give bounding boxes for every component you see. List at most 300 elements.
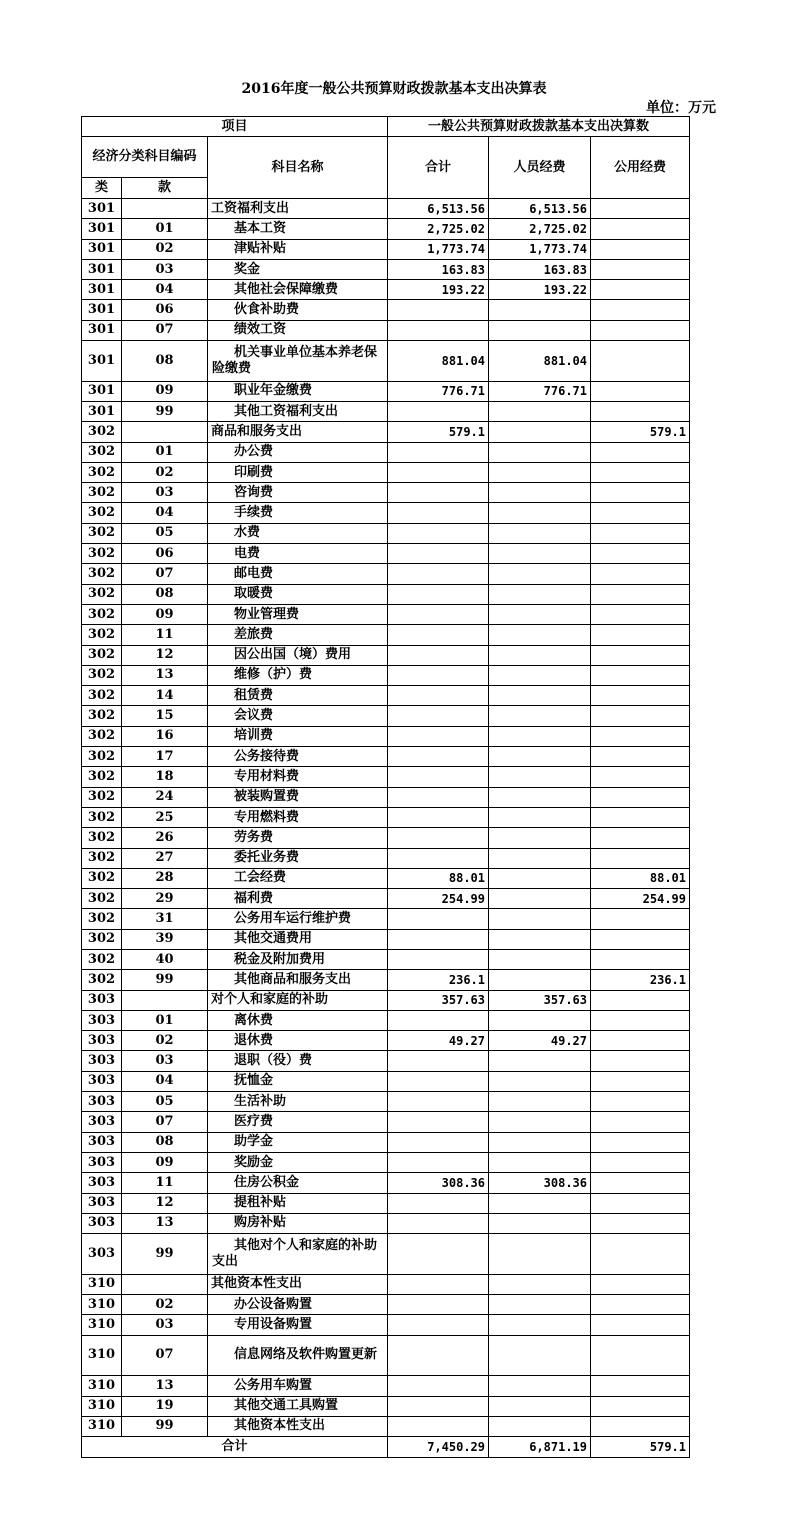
cell-subject-name: 水费 [208, 523, 388, 543]
cell-personnel [489, 848, 591, 868]
cell-subject-name: 其他对个人和家庭的补助支出 [208, 1234, 388, 1275]
cell-total [388, 483, 489, 503]
cell-personnel: 776.71 [489, 381, 591, 401]
cell-kuan: 09 [122, 381, 208, 401]
cell-subject-name: 工会经费 [208, 868, 388, 888]
cell-lei: 302 [82, 807, 122, 827]
table-row [82, 1071, 690, 1091]
totals-row [82, 1437, 690, 1458]
cell-public [591, 1051, 690, 1071]
cell-public [591, 929, 690, 949]
cell-total: 193.22 [388, 280, 489, 300]
cell-public [591, 767, 690, 787]
cell-total: 579.1 [388, 422, 489, 442]
cell-personnel [489, 1010, 591, 1030]
cell-total [388, 564, 489, 584]
cell-lei: 302 [82, 726, 122, 746]
cell-public [591, 219, 690, 239]
cell-subject-name: 奖励金 [208, 1152, 388, 1172]
cell-subject-name: 基本工资 [208, 219, 388, 239]
table-row [82, 584, 690, 604]
cell-subject-name: 专用设备购置 [208, 1315, 388, 1335]
cell-total [388, 1315, 489, 1335]
cell-public [591, 1112, 690, 1132]
table-row [82, 747, 690, 767]
cell-personnel [489, 909, 591, 929]
cell-subject-name: 机关事业单位基本养老保险缴费 [208, 341, 388, 382]
cell-lei: 303 [82, 1051, 122, 1071]
cell-subject-name: 维修（护）费 [208, 665, 388, 685]
cell-lei: 301 [82, 300, 122, 320]
cell-lei: 302 [82, 767, 122, 787]
cell-total [388, 726, 489, 746]
table-row [82, 1213, 690, 1233]
cell-subject-name: 其他交通费用 [208, 929, 388, 949]
table-row [82, 686, 690, 706]
cell-lei: 303 [82, 1010, 122, 1030]
cell-lei: 302 [82, 584, 122, 604]
cell-kuan: 07 [122, 564, 208, 584]
cell-public [591, 280, 690, 300]
cell-kuan: 01 [122, 1010, 208, 1030]
cell-subject-name: 奖金 [208, 259, 388, 279]
cell-kuan: 04 [122, 1071, 208, 1091]
cell-subject-name: 工资福利支出 [208, 199, 388, 219]
table-row [82, 1173, 690, 1193]
cell-lei: 302 [82, 686, 122, 706]
cell-personnel [489, 300, 591, 320]
cell-total [388, 665, 489, 685]
cell-kuan: 03 [122, 483, 208, 503]
cell-public [591, 706, 690, 726]
cell-public [591, 1031, 690, 1051]
cell-subject-name: 手续费 [208, 503, 388, 523]
table-row [82, 1152, 690, 1172]
cell-total: 881.04 [388, 341, 489, 382]
table-row [82, 523, 690, 543]
cell-personnel [489, 1274, 591, 1294]
cell-public [591, 483, 690, 503]
cell-total: 308.36 [388, 1173, 489, 1193]
cell-personnel [489, 1335, 591, 1376]
cell-kuan: 08 [122, 584, 208, 604]
table-row [82, 868, 690, 888]
cell-lei: 302 [82, 442, 122, 462]
cell-personnel [489, 868, 591, 888]
cell-lei: 310 [82, 1416, 122, 1436]
cell-subject-name: 其他社会保障缴费 [208, 280, 388, 300]
cell-kuan [122, 199, 208, 219]
cell-subject-name: 会议费 [208, 706, 388, 726]
cell-personnel [489, 1213, 591, 1233]
cell-public [591, 787, 690, 807]
cell-kuan: 28 [122, 868, 208, 888]
cell-subject-name: 咨询费 [208, 483, 388, 503]
table-row [82, 726, 690, 746]
cell-personnel [489, 767, 591, 787]
cell-lei: 310 [82, 1274, 122, 1294]
cell-personnel [489, 1051, 591, 1071]
cell-lei: 303 [82, 1173, 122, 1193]
cell-kuan: 04 [122, 503, 208, 523]
cell-subject-name: 取暖费 [208, 584, 388, 604]
cell-kuan [122, 1274, 208, 1294]
cell-total [388, 1010, 489, 1030]
cell-personnel [489, 970, 591, 990]
cell-total [388, 706, 489, 726]
unit-label: 单位：万元 [646, 100, 716, 116]
cell-personnel [489, 401, 591, 421]
cell-total [388, 1051, 489, 1071]
cell-public [591, 1315, 690, 1335]
cell-public [591, 1416, 690, 1436]
table-row [82, 1376, 690, 1396]
cell-kuan: 18 [122, 767, 208, 787]
table-row [82, 706, 690, 726]
table-row [82, 341, 690, 382]
cell-subject-name: 助学金 [208, 1132, 388, 1152]
cell-public [591, 1152, 690, 1172]
cell-personnel [489, 1234, 591, 1275]
cell-kuan: 15 [122, 706, 208, 726]
cell-public [591, 401, 690, 421]
cell-public [591, 503, 690, 523]
cell-lei: 310 [82, 1295, 122, 1315]
budget-table [81, 116, 690, 1458]
header-public: 公用经费 [591, 137, 690, 199]
cell-personnel [489, 1092, 591, 1112]
cell-lei: 302 [82, 706, 122, 726]
cell-kuan: 14 [122, 686, 208, 706]
cell-kuan: 03 [122, 1315, 208, 1335]
table-row [82, 483, 690, 503]
table-row [82, 1295, 690, 1315]
cell-personnel: 308.36 [489, 1173, 591, 1193]
cell-total: 6,513.56 [388, 199, 489, 219]
table-row [82, 665, 690, 685]
cell-total [388, 848, 489, 868]
cell-personnel: 1,773.74 [489, 239, 591, 259]
cell-subject-name: 租赁费 [208, 686, 388, 706]
cell-total [388, 1071, 489, 1091]
cell-total [388, 544, 489, 564]
cell-personnel [489, 889, 591, 909]
table-row [82, 300, 690, 320]
cell-lei: 302 [82, 625, 122, 645]
cell-lei: 303 [82, 1152, 122, 1172]
table-row [82, 1092, 690, 1112]
cell-kuan: 09 [122, 604, 208, 624]
cell-subject-name: 津贴补贴 [208, 239, 388, 259]
cell-lei: 301 [82, 320, 122, 340]
cell-subject-name: 医疗费 [208, 1112, 388, 1132]
header-decision-group: 一般公共预算财政拨款基本支出决算数 [388, 117, 690, 137]
cell-total [388, 1193, 489, 1213]
cell-personnel [489, 1315, 591, 1335]
cell-public [591, 544, 690, 564]
table-row [82, 1193, 690, 1213]
table-row [82, 219, 690, 239]
cell-subject-name: 其他商品和服务支出 [208, 970, 388, 990]
cell-kuan: 05 [122, 1092, 208, 1112]
table-row [82, 625, 690, 645]
cell-public [591, 1335, 690, 1376]
header-personnel: 人员经费 [489, 137, 591, 199]
cell-public [591, 625, 690, 645]
cell-lei: 302 [82, 949, 122, 969]
cell-lei: 301 [82, 219, 122, 239]
cell-lei: 301 [82, 341, 122, 382]
table-row [82, 1274, 690, 1294]
cell-kuan: 02 [122, 462, 208, 482]
table-row [82, 259, 690, 279]
cell-subject-name: 其他资本性支出 [208, 1416, 388, 1436]
cell-kuan: 09 [122, 1152, 208, 1172]
cell-subject-name: 物业管理费 [208, 604, 388, 624]
cell-personnel [489, 1132, 591, 1152]
cell-personnel [489, 665, 591, 685]
cell-total [388, 1234, 489, 1275]
cell-total [388, 1132, 489, 1152]
cell-lei: 302 [82, 422, 122, 442]
table-row [82, 401, 690, 421]
cell-lei: 303 [82, 1031, 122, 1051]
cell-kuan: 27 [122, 848, 208, 868]
cell-personnel: 163.83 [489, 259, 591, 279]
cell-subject-name: 伙食补助费 [208, 300, 388, 320]
cell-personnel [489, 1416, 591, 1436]
cell-subject-name: 邮电费 [208, 564, 388, 584]
cell-total [388, 949, 489, 969]
cell-personnel [489, 1295, 591, 1315]
cell-subject-name: 公务接待费 [208, 747, 388, 767]
cell-kuan: 13 [122, 1213, 208, 1233]
cell-total [388, 645, 489, 665]
table-row [82, 767, 690, 787]
table-row [82, 848, 690, 868]
cell-lei: 302 [82, 889, 122, 909]
totals-total: 7,450.29 [388, 1437, 489, 1458]
cell-subject-name: 其他工资福利支出 [208, 401, 388, 421]
cell-kuan: 31 [122, 909, 208, 929]
cell-public [591, 564, 690, 584]
cell-total [388, 462, 489, 482]
table-row [82, 503, 690, 523]
cell-kuan: 39 [122, 929, 208, 949]
header-project: 项目 [82, 117, 388, 137]
cell-total [388, 787, 489, 807]
cell-kuan: 11 [122, 1173, 208, 1193]
cell-public [591, 1274, 690, 1294]
cell-personnel [489, 544, 591, 564]
cell-total [388, 1335, 489, 1376]
cell-public [591, 462, 690, 482]
cell-total: 163.83 [388, 259, 489, 279]
table-row [82, 280, 690, 300]
cell-lei: 302 [82, 483, 122, 503]
cell-lei: 302 [82, 929, 122, 949]
cell-subject-name: 办公费 [208, 442, 388, 462]
cell-kuan [122, 422, 208, 442]
table-row [82, 442, 690, 462]
cell-kuan: 13 [122, 665, 208, 685]
cell-public [591, 848, 690, 868]
cell-subject-name: 专用材料费 [208, 767, 388, 787]
cell-personnel [489, 1193, 591, 1213]
cell-lei: 310 [82, 1335, 122, 1376]
cell-kuan: 07 [122, 320, 208, 340]
cell-kuan: 02 [122, 1031, 208, 1051]
cell-public [591, 1071, 690, 1091]
cell-public [591, 645, 690, 665]
cell-public [591, 990, 690, 1010]
cell-subject-name: 商品和服务支出 [208, 422, 388, 442]
cell-public [591, 584, 690, 604]
cell-lei: 302 [82, 462, 122, 482]
cell-public [591, 381, 690, 401]
cell-public [591, 239, 690, 259]
table-title: 2016年度一般公共预算财政拨款基本支出决算表 [241, 81, 547, 97]
cell-personnel [489, 1071, 591, 1091]
cell-lei: 301 [82, 280, 122, 300]
cell-personnel [489, 483, 591, 503]
table-row [82, 462, 690, 482]
cell-personnel [489, 320, 591, 340]
table-row [82, 1335, 690, 1376]
cell-kuan: 02 [122, 1295, 208, 1315]
cell-total [388, 807, 489, 827]
cell-personnel [489, 686, 591, 706]
table-row [82, 544, 690, 564]
cell-kuan: 04 [122, 280, 208, 300]
cell-lei: 302 [82, 564, 122, 584]
cell-kuan: 99 [122, 401, 208, 421]
cell-public: 236.1 [591, 970, 690, 990]
cell-public: 88.01 [591, 868, 690, 888]
cell-personnel [489, 787, 591, 807]
table-row [82, 1132, 690, 1152]
header-subject-name: 科目名称 [208, 137, 388, 199]
cell-personnel [489, 1112, 591, 1132]
cell-total: 49.27 [388, 1031, 489, 1051]
cell-subject-name: 差旅费 [208, 625, 388, 645]
cell-total [388, 1274, 489, 1294]
cell-lei: 301 [82, 259, 122, 279]
table-row [82, 1234, 690, 1275]
cell-subject-name: 退职（役）费 [208, 1051, 388, 1071]
totals-label: 合计 [82, 1437, 388, 1458]
cell-subject-name: 办公设备购置 [208, 1295, 388, 1315]
cell-public [591, 199, 690, 219]
cell-subject-name: 专用燃料费 [208, 807, 388, 827]
cell-total: 2,725.02 [388, 219, 489, 239]
table-row [82, 1315, 690, 1335]
cell-lei: 302 [82, 787, 122, 807]
cell-kuan: 99 [122, 970, 208, 990]
cell-lei: 303 [82, 1092, 122, 1112]
cell-total [388, 604, 489, 624]
table-row [82, 320, 690, 340]
cell-public [591, 604, 690, 624]
cell-lei: 302 [82, 604, 122, 624]
cell-lei: 303 [82, 1234, 122, 1275]
cell-total [388, 1416, 489, 1436]
cell-personnel: 2,725.02 [489, 219, 591, 239]
table-row [82, 929, 690, 949]
cell-personnel [489, 422, 591, 442]
cell-lei: 301 [82, 199, 122, 219]
table-row [82, 645, 690, 665]
cell-kuan: 12 [122, 645, 208, 665]
table-row [82, 381, 690, 401]
cell-public [591, 828, 690, 848]
cell-kuan: 29 [122, 889, 208, 909]
cell-subject-name: 印刷费 [208, 462, 388, 482]
cell-total [388, 1295, 489, 1315]
cell-subject-name: 税金及附加费用 [208, 949, 388, 969]
cell-lei: 302 [82, 645, 122, 665]
cell-personnel [489, 584, 591, 604]
cell-lei: 302 [82, 523, 122, 543]
cell-public [591, 1010, 690, 1030]
table-row [82, 889, 690, 909]
cell-kuan: 17 [122, 747, 208, 767]
cell-lei: 302 [82, 970, 122, 990]
cell-subject-name: 退休费 [208, 1031, 388, 1051]
cell-total [388, 1396, 489, 1416]
cell-public [591, 1092, 690, 1112]
cell-personnel [489, 828, 591, 848]
cell-public [591, 726, 690, 746]
cell-personnel [489, 625, 591, 645]
cell-total [388, 828, 489, 848]
table-row [82, 1051, 690, 1071]
cell-total [388, 929, 489, 949]
cell-personnel: 193.22 [489, 280, 591, 300]
cell-personnel [489, 503, 591, 523]
cell-personnel [489, 929, 591, 949]
cell-personnel [489, 1376, 591, 1396]
cell-public [591, 259, 690, 279]
cell-public: 254.99 [591, 889, 690, 909]
cell-public [591, 1213, 690, 1233]
table-row [82, 990, 690, 1010]
cell-kuan: 01 [122, 442, 208, 462]
table-row [82, 239, 690, 259]
cell-personnel [489, 1152, 591, 1172]
cell-subject-name: 绩效工资 [208, 320, 388, 340]
cell-kuan: 40 [122, 949, 208, 969]
cell-lei: 302 [82, 747, 122, 767]
totals-public: 579.1 [591, 1437, 690, 1458]
cell-personnel [489, 747, 591, 767]
cell-public [591, 442, 690, 462]
cell-public [591, 1295, 690, 1315]
table-row [82, 909, 690, 929]
cell-public [591, 747, 690, 767]
table-row [82, 564, 690, 584]
cell-lei: 310 [82, 1396, 122, 1416]
cell-kuan: 13 [122, 1376, 208, 1396]
cell-public: 579.1 [591, 422, 690, 442]
cell-personnel [489, 462, 591, 482]
cell-public [591, 300, 690, 320]
cell-total: 236.1 [388, 970, 489, 990]
cell-total [388, 1376, 489, 1396]
cell-subject-name: 生活补助 [208, 1092, 388, 1112]
cell-lei: 301 [82, 239, 122, 259]
cell-subject-name: 劳务费 [208, 828, 388, 848]
